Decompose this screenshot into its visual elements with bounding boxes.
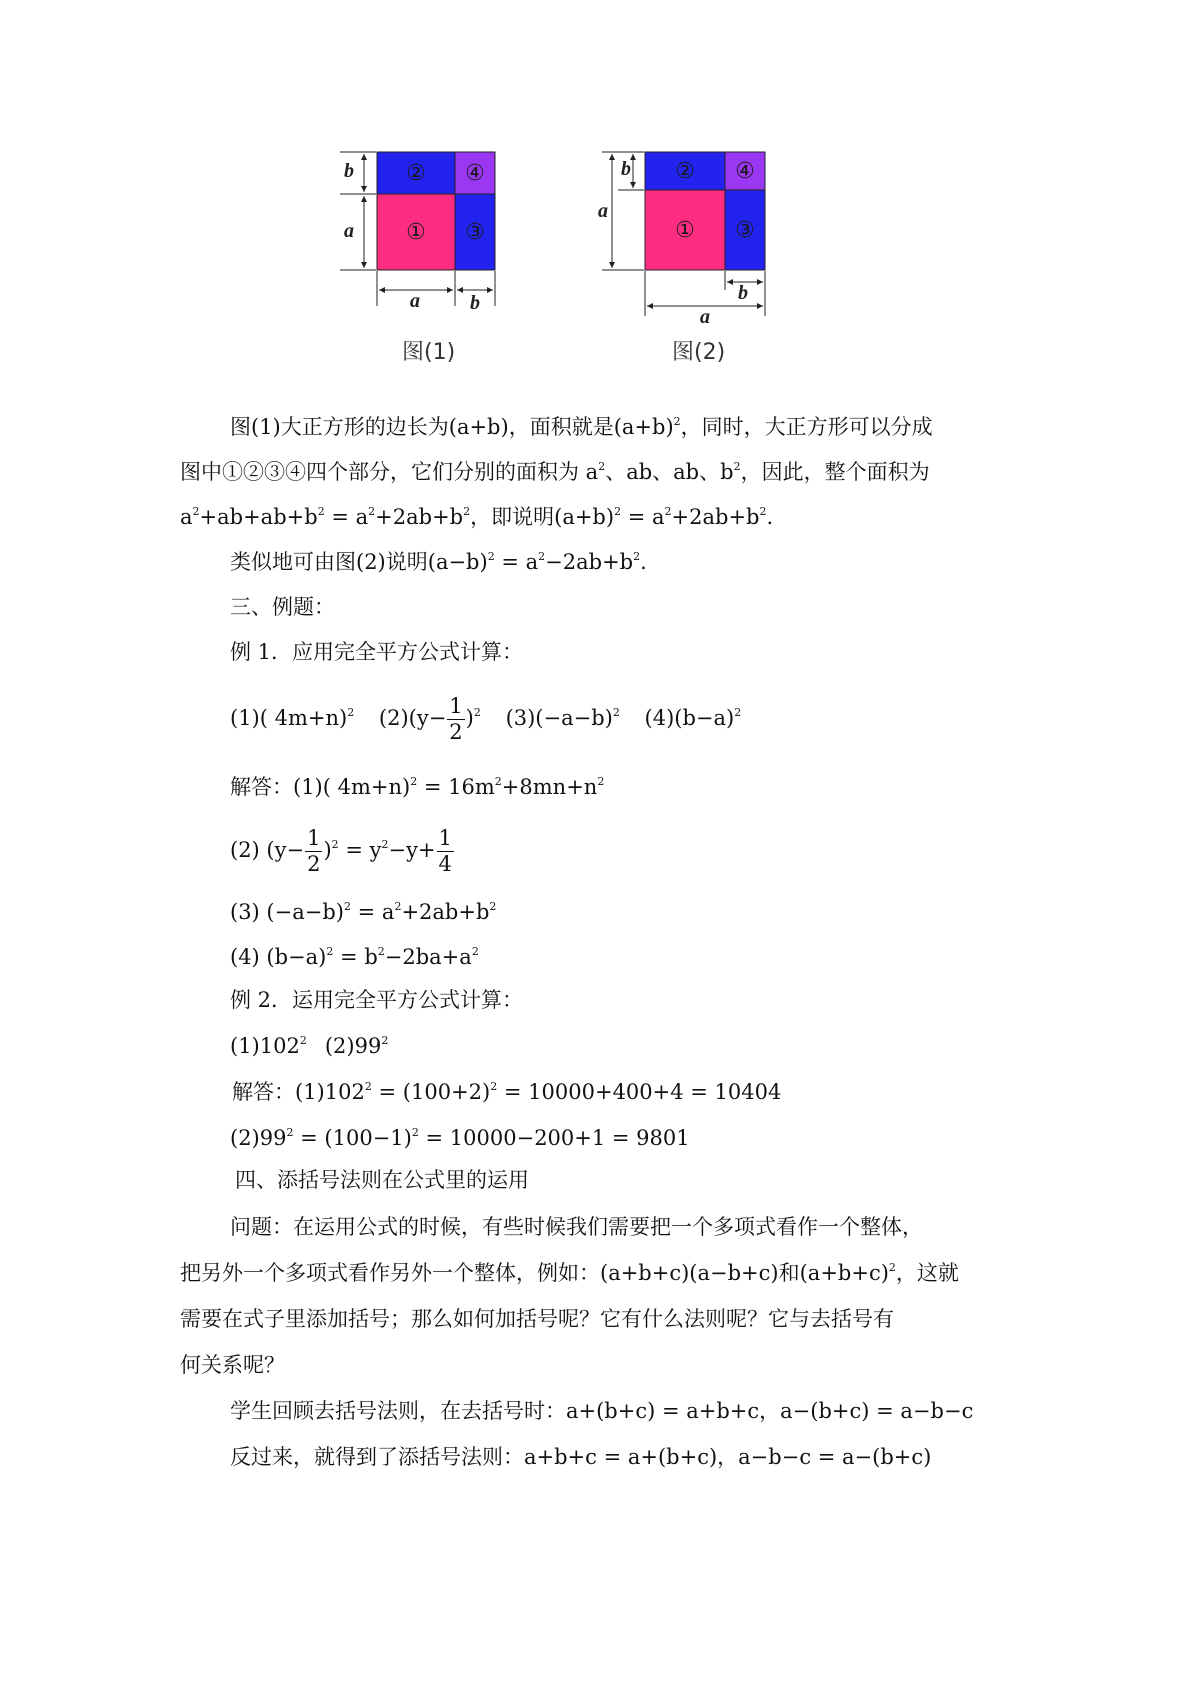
solution-2-2: $(2)99^2 = (100-1)^2 = 10000-200+1 = 9801$ (230, 1126, 690, 1150)
fig2-region-1-label: ① (675, 217, 695, 243)
section-4-heading: 四、添括号法则在公式里的运用 (235, 1168, 529, 1192)
paragraph-1-line-1: 图(1)大正方形的边长为(a+b)，面积就是$(a+b)^2$，同时，大正方形可以分成 (230, 415, 933, 439)
fig1-region-2-label: ② (406, 160, 426, 186)
fraction-one-half: $\frac{1}{2}$ (307, 826, 321, 876)
section-3-heading: 三、例题： (230, 595, 335, 619)
question-line-4: 何关系呢？ (180, 1353, 285, 1377)
fig2-label-a-side: a (598, 200, 608, 222)
fig2-caption: 图(2) (672, 340, 726, 365)
paragraph-1-line-3: $a^2+ab+ab+b^2 = a^2+2ab+b^2$，即说明$(a+b)^2 = a^2+2ab+b^2$. (180, 505, 774, 529)
fig1-label-b-bottom: b (470, 292, 480, 314)
fig1-region-4-label: ④ (465, 160, 485, 186)
fig1-region-3-label: ③ (465, 219, 485, 245)
fig1-label-b-side: b (344, 160, 354, 182)
question-line-3: 需要在式子里添加括号；那么如何加括号呢？它有什么法则呢？它与去括号有 (180, 1307, 894, 1331)
example-1-title: 例 1．应用完全平方公式计算： (230, 640, 524, 664)
fig2-region-3-label: ③ (735, 217, 755, 243)
fig2-label-a-bottom: a (700, 306, 710, 328)
fig1-label-a-side: a (344, 220, 354, 242)
figure-2 (600, 140, 800, 380)
fraction-one-quarter: $\frac{1}{4}$ (438, 826, 452, 876)
fig2-label-b-bottom: b (738, 282, 748, 304)
fraction-one-half: $\frac{1}{2}$ (449, 694, 463, 744)
question-line-1: 问题：在运用公式的时候，有些时候我们需要把一个多项式看作一个整体， (230, 1215, 923, 1239)
fig1-label-a-bottom: a (410, 290, 420, 312)
fig1-region-1-label: ① (406, 219, 426, 245)
question-line-2: 把另外一个多项式看作另外一个整体，例如：(a+b+c)(a−b+c)和$(a+b+c)^2$，这就 (180, 1261, 959, 1285)
fig2-region-4-label: ④ (735, 158, 755, 184)
figure-1 (340, 140, 540, 380)
paragraph-1-line-2: 图中①②③④四个部分，它们分别的面积为 $a^2$、ab、ab、$b^2$，因此，整个面积为 (180, 460, 930, 484)
solution-1-3: (3) $(-a-b)^2 = a^2+2ab+b^2$ (230, 900, 497, 924)
fig2-region-2-label: ② (675, 158, 695, 184)
solution-1-2: (2) (y− $\frac{1}{2}$ )$^2 = y^2-y+$ $\frac{1}{4}$ (230, 826, 452, 876)
solution-1-1: 解答：(1)( $4m+n)^2 = 16m^2+8mn+n^2$ (230, 775, 605, 799)
fig1-caption: 图(1) (402, 340, 456, 365)
fig2-label-b-side: b (621, 158, 631, 180)
solution-1-4: (4) $(b-a)^2 = b^2-2ba+a^2$ (230, 945, 479, 969)
solution-2-1: 解答：$(1)102^2 = (100+2)^2 = 10000+400+4 = 10404$ (232, 1080, 782, 1104)
example-1-items: (1)( 4m+n)$^2$ (2)(y− $\frac{1}{2}$ )$^2$ $(3)(-a-b)^2$ $(4)(b-a)^2$ (230, 694, 742, 744)
paragraph-2: 类似地可由图(2)说明$(a-b)^2 = a^2-2ab+b^2$. (230, 550, 647, 574)
example-2-title: 例 2．运用完全平方公式计算： (230, 988, 524, 1012)
review-rule-line: 学生回顾去括号法则，在去括号时：a+(b+c) = a+b+c，a−(b+c) = a−b−c (230, 1399, 974, 1423)
example-2-items: $(1)102^2$ $(2)99^2$ (230, 1034, 389, 1058)
add-brackets-rule-line: 反过来，就得到了添括号法则：a+b+c = a+(b+c)，a−b−c = a−(b+c) (230, 1445, 932, 1469)
